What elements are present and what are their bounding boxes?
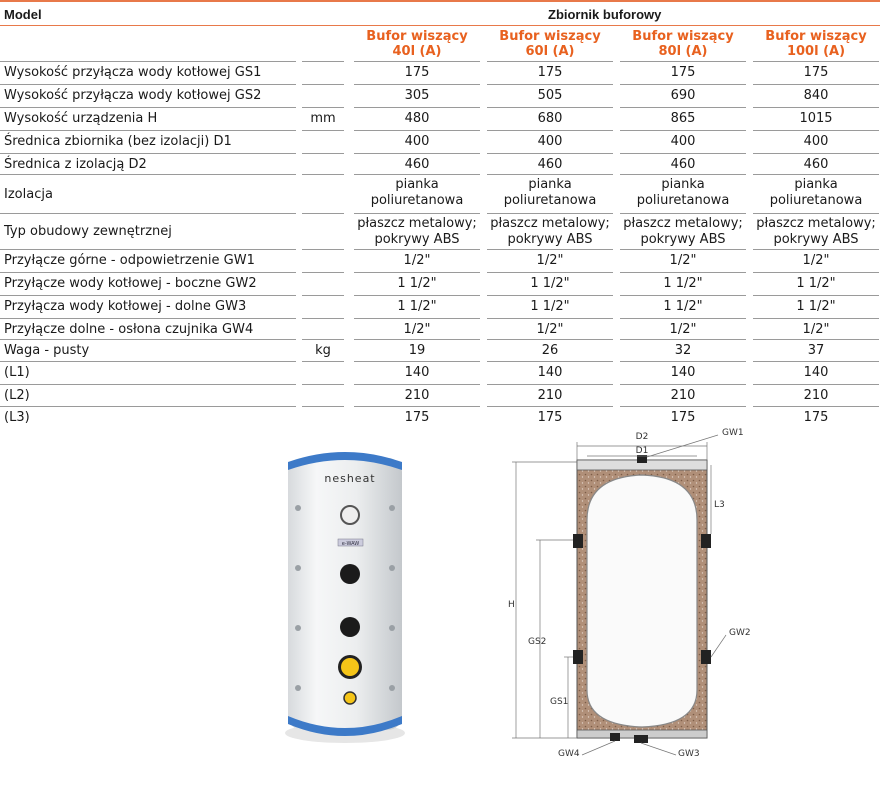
header-divider (620, 61, 746, 62)
table-row (0, 62, 880, 85)
table-cell: 175 (803, 65, 829, 80)
table-cell: 175 (404, 65, 430, 80)
group-title: Zbiornik buforowy (548, 7, 662, 22)
table-cell: 26 (541, 343, 559, 358)
row-label: Przyłącza wody kotłowej - dolne GW3 (4, 299, 247, 314)
table-row (0, 273, 880, 296)
table-cell (753, 216, 879, 248)
table-cell: 1/2" (669, 253, 697, 268)
table-cell: 840 (803, 88, 829, 103)
table-cell-line: poliuretanowa (503, 193, 597, 208)
table-cell: 140 (803, 365, 829, 380)
row-label: (L1) (4, 365, 30, 380)
table-cell: 175 (803, 410, 829, 425)
table-cell: 400 (670, 134, 696, 149)
column-header-line1: Bufor wiszący (765, 29, 867, 44)
label-gw2: GW2 (729, 628, 751, 638)
row-label: Waga - pusty (4, 343, 90, 358)
table-cell-line: płaszcz metalowy; (623, 216, 743, 231)
table-cell: 460 (537, 157, 563, 172)
tank-diagram (500, 425, 770, 765)
label-gs1: GS1 (550, 697, 569, 707)
table-cell: 175 (670, 65, 696, 80)
port-icon (340, 617, 360, 637)
table-row (0, 250, 880, 273)
table-cell: 505 (537, 88, 563, 103)
label-l3: L3 (714, 500, 725, 510)
table-cell (620, 177, 746, 209)
row-label: (L3) (4, 410, 30, 425)
table-row (0, 407, 880, 427)
header-divider (753, 61, 879, 62)
table-row (0, 131, 880, 154)
table-cell: 1/2" (403, 253, 431, 268)
table-cell: 1 1/2" (663, 276, 703, 291)
table-cell: 1/2" (536, 322, 564, 337)
table-cell: 210 (537, 388, 563, 403)
table-cell: 1 1/2" (530, 276, 570, 291)
name-plate: e-WAW (341, 541, 360, 547)
table-cell-line: pianka (395, 177, 439, 192)
table-cell-line: pianka (528, 177, 572, 192)
thermometer-gauge-icon (341, 506, 359, 524)
row-label: Przyłącze górne - odpowietrzenie GW1 (4, 253, 255, 268)
header-divider (487, 61, 613, 62)
label-gw3: GW3 (678, 749, 700, 759)
column-header-line1: Bufor wiszący (499, 29, 601, 44)
table-cell: 210 (670, 388, 696, 403)
table-cell-line: pokrywy ABS (640, 232, 726, 247)
yellow-port-icon (341, 658, 359, 676)
table-cell-line: pianka (794, 177, 838, 192)
row-label: Przyłącze wody kotłowej - boczne GW2 (4, 276, 257, 291)
table-cell-line: poliuretanowa (636, 193, 730, 208)
table-cell: 140 (404, 365, 430, 380)
row-label: Średnica zbiornika (bez izolacji) D1 (4, 134, 232, 149)
table-cell: 210 (803, 388, 829, 403)
label-d1: D1 (635, 446, 649, 456)
table-cell: 1 1/2" (530, 299, 570, 314)
row-label: Wysokość przyłącza wody kotłowej GS1 (4, 65, 262, 80)
row-label: Wysokość urządzenia H (4, 111, 158, 126)
row-label: (L2) (4, 388, 30, 403)
label-d2: D2 (635, 432, 649, 442)
column-header (620, 29, 746, 59)
brand-logo: nesheat (324, 472, 376, 485)
table-cell-line: pokrywy ABS (507, 232, 593, 247)
table-cell: 175 (537, 410, 563, 425)
table-cell: 1 1/2" (796, 276, 836, 291)
table-row (0, 175, 880, 214)
table-cell: 175 (537, 65, 563, 80)
table-cell: 400 (803, 134, 829, 149)
table-cell: 175 (404, 410, 430, 425)
small-yellow-port-icon (344, 692, 356, 704)
table-cell: 690 (670, 88, 696, 103)
table-cell (354, 177, 480, 209)
row-label: Średnica z izolacją D2 (4, 157, 147, 172)
table-header-bar (0, 0, 880, 26)
table-cell: 1 1/2" (796, 299, 836, 314)
table-cell (354, 216, 480, 248)
row-label: Typ obudowy zewnętrznej (4, 224, 172, 239)
row-unit: kg (315, 343, 331, 358)
header-divider (0, 61, 296, 62)
table-cell-line: płaszcz metalowy; (357, 216, 477, 231)
table-cell-line: poliuretanowa (370, 193, 464, 208)
row-label: Wysokość przyłącza wody kotłowej GS2 (4, 88, 262, 103)
table-cell: 19 (408, 343, 426, 358)
table-cell-line: pianka (661, 177, 705, 192)
table-cell-line: płaszcz metalowy; (756, 216, 876, 231)
table-cell: 400 (404, 134, 430, 149)
table-cell (620, 216, 746, 248)
table-cell: 460 (803, 157, 829, 172)
table-cell: 175 (670, 410, 696, 425)
table-cell: 1/2" (802, 322, 830, 337)
table-row (0, 85, 880, 108)
table-cell: 210 (404, 388, 430, 403)
table-cell: 140 (670, 365, 696, 380)
table-row (0, 108, 880, 131)
column-header-line2: 60l (A) (525, 44, 575, 59)
label-gs2: GS2 (528, 637, 547, 647)
table-cell-line: pokrywy ABS (374, 232, 460, 247)
table-row (0, 319, 880, 340)
table-cell: 1 1/2" (663, 299, 703, 314)
header-divider (302, 61, 344, 62)
table-cell: 305 (404, 88, 430, 103)
table-cell: 140 (537, 365, 563, 380)
table-cell: 32 (674, 343, 692, 358)
model-header: Model (4, 7, 42, 22)
table-cell: 460 (404, 157, 430, 172)
column-header-line1: Bufor wiszący (366, 29, 468, 44)
header-divider (354, 61, 480, 62)
table-cell: 1/2" (536, 253, 564, 268)
table-cell: 865 (670, 111, 696, 126)
column-header-line1: Bufor wiszący (632, 29, 734, 44)
table-cell-line: pokrywy ABS (773, 232, 859, 247)
table-cell: 400 (537, 134, 563, 149)
column-header (753, 29, 879, 59)
table-cell: 1/2" (669, 322, 697, 337)
table-cell-line: poliuretanowa (769, 193, 863, 208)
table-row (0, 362, 880, 385)
table-cell: 37 (807, 343, 825, 358)
tank-photo (280, 448, 410, 748)
port-icon (340, 564, 360, 584)
column-header-line2: 40l (A) (392, 44, 442, 59)
table-row (0, 385, 880, 407)
row-label: Izolacja (4, 187, 53, 202)
column-header-line2: 80l (A) (658, 44, 708, 59)
table-cell (487, 177, 613, 209)
column-header-line2: 100l (A) (786, 44, 846, 59)
table-row (0, 340, 880, 362)
table-row (0, 154, 880, 175)
row-label: Przyłącze dolne - osłona czujnika GW4 (4, 322, 254, 337)
row-unit: mm (310, 111, 336, 126)
table-row (0, 214, 880, 250)
label-h: H (508, 600, 515, 610)
label-gw4: GW4 (558, 749, 580, 759)
table-cell: 1015 (799, 111, 833, 126)
table-cell: 1 1/2" (397, 276, 437, 291)
table-cell: 1/2" (403, 322, 431, 337)
table-cell (487, 216, 613, 248)
table-row (0, 296, 880, 319)
table-cell (753, 177, 879, 209)
table-cell: 1 1/2" (397, 299, 437, 314)
table-cell: 460 (670, 157, 696, 172)
table-cell: 1/2" (802, 253, 830, 268)
column-header (354, 29, 480, 59)
table-cell: 680 (537, 111, 563, 126)
label-gw1: GW1 (722, 428, 744, 438)
column-header (487, 29, 613, 59)
table-cell: 480 (404, 111, 430, 126)
table-cell-line: płaszcz metalowy; (490, 216, 610, 231)
